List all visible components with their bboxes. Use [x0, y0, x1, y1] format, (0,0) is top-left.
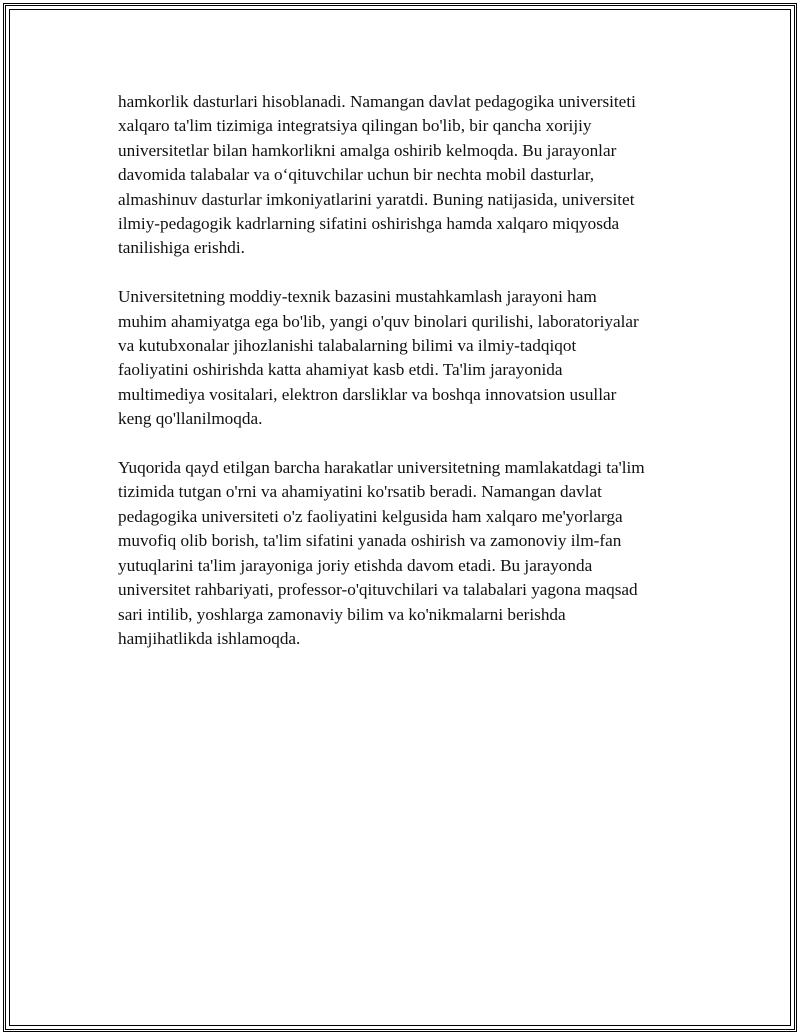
paragraph-1: hamkorlik dasturlari hisoblanadi. Namangan davlat pedagogika universiteti xalqaro ta'lim tizimiga integratsiya qilingan bo'lib, bir qancha xorijiy universitetlar bilan hamkorlikni amalga oshirib kelmoqda. Bu jarayonlar davomida talabalar va oʻqituvchilar uchun bir nechta mobil dasturlar, almashinuv dasturlar imkoniyatlarini yaratdi. Buning natijasida, universitet ilmiy-pedagogik kadrlarning sifatini oshirishga hamda xalqaro miqyosda tanilishiga erishdi. [118, 92, 636, 258]
paragraph-3: Yuqorida qayd etilgan barcha harakatlar universitetning mamlakatdagi ta'lim tizimida tutgan o'rni va ahamiyatini ko'rsatib beradi. Namangan davlat pedagogika universiteti o'z faoliyatini kelgusida ham xalqaro me'yorlarga muvofiq olib borish, ta'lim sifatini yanada oshirish va zamonoviy ilm-fan yutuqlarini ta'lim jarayoniga joriy etishda davom etadi. Bu jarayonda universitet rahbariyati, professor-o'qituvchilari va talabalari yagona maqsad sari intilib, yoshlarga zamonaviy bilim va ko'nikmalarni berishda hamjihatlikda ishlamoqda. [118, 458, 645, 648]
document-body [118, 90, 698, 676]
paragraph-2: Universitetning moddiy-texnik bazasini mustahkamlash jarayoni ham muhim ahamiyatga ega bo'lib, yangi o'quv binolari qurilishi, laboratoriyalar va kutubxonalar jihozlanishi talabalarning bilimi va ilmiy-tadqiqot faoliyatini oshirishda katta ahamiyat kasb etdi. Ta'lim jarayonida multimediya vositalari, elektron darsliklar va boshqa innovatsion usullar keng qo'llanilmoqda. [118, 287, 639, 429]
